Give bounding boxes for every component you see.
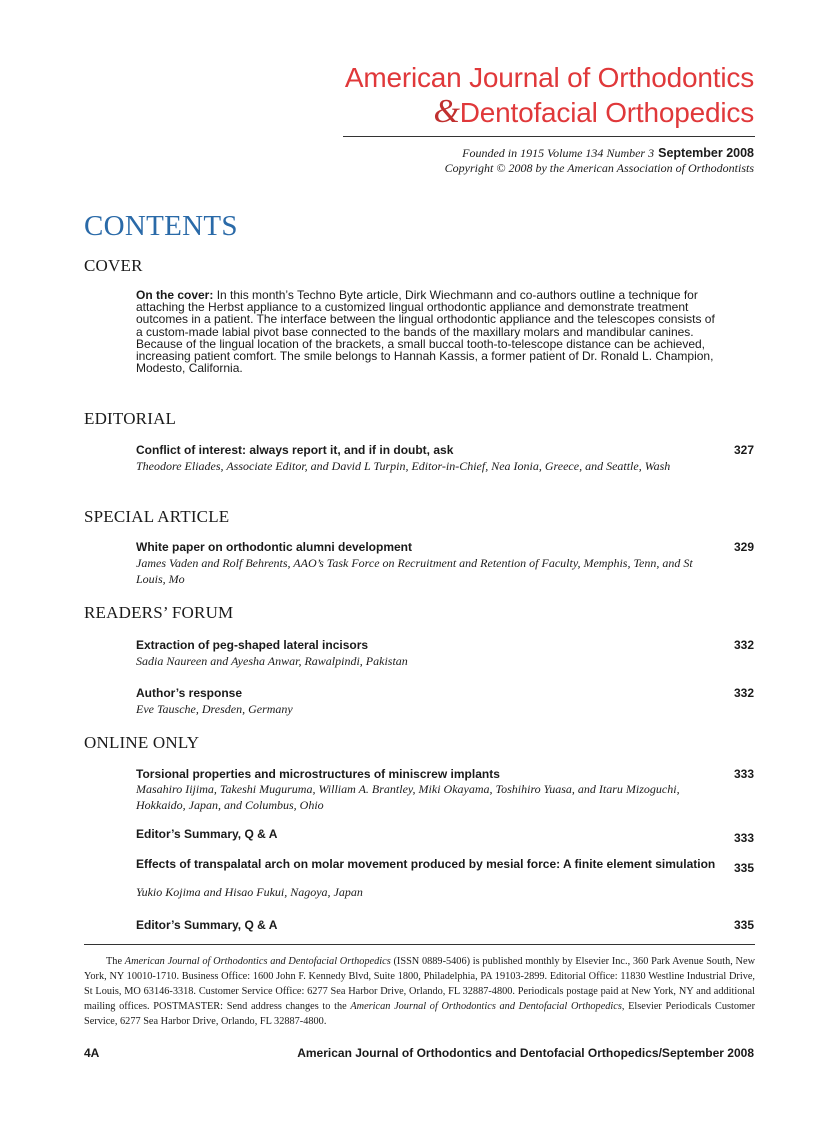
notice-journal-name: American Journal of Orthodontics and Dentofacial Orthopedics — [124, 956, 391, 967]
section-heading-editorial: EDITORIAL — [84, 409, 177, 428]
section-heading-online-only: ONLINE ONLY — [84, 733, 200, 752]
entry-authors: James Vaden and Rolf Behrents, AAO’s Task Force on Recruitment and Retention of Faculty, Memphis, Tenn, and St Louis, Mo — [136, 556, 693, 586]
entry-title[interactable]: Editor’s Summary, Q & A — [136, 918, 278, 932]
cover-lead: On the cover: — [136, 288, 214, 302]
entry-title[interactable]: Effects of transpalatal arch on molar movement produced by mesial force: A finite element simulation — [136, 857, 716, 871]
notice-lead: The — [106, 956, 123, 967]
volume-text: Volume 134 — [547, 146, 604, 160]
entry-title[interactable]: Extraction of peg-shaped lateral incisors — [136, 638, 369, 652]
entry-authors: Theodore Eliades, Associate Editor, and David L Turpin, Editor-in-Chief, Nea Ionia, Greece, and Seattle, Wash — [136, 459, 671, 473]
journal-title-line-1: American Journal of Orthodontics — [344, 62, 754, 93]
notice-body: (ISSN 0889-5406) is published monthly by Elsevier Inc., 360 Park Avenue South, New York, NY 10010-1710. Business Office: 1600 John F. Kennedy Blvd, Suite 1800, Philadelphia, PA 19103-2899. Editorial Office: 11830 Westline Industrial Drive, St Louis, MO 63146-3318. Customer Service Office: 6277 Sea Harbor Drive, Orlando, FL 32887-4800. Periodicals postage paid at New York, NY and additional mailing offices. POSTMASTER: Send address changes to the — [84, 956, 756, 1012]
page-folio: 4A — [84, 1046, 100, 1060]
contents-title: CONTENTS — [84, 210, 238, 242]
entry-page-number: 329 — [733, 540, 754, 554]
footer-rule — [84, 944, 755, 945]
notice-tail: , Elsevier Periodicals Customer Service, 6277 Sea Harbor Drive, Orlando, FL 32887-4800. — [84, 1001, 756, 1027]
journal-title-line-2 — [433, 93, 754, 130]
entry-title[interactable]: Torsional properties and microstructures of miniscrew implants — [136, 767, 500, 781]
entry-page-number: 332 — [733, 638, 754, 652]
journal-title-line-2-text: Dentofacial Orthopedics — [459, 97, 754, 128]
founded-text: Founded in 1915 — [462, 146, 545, 160]
copyright-line: Copyright © 2008 by the American Association of Orthodontists — [444, 161, 754, 175]
header-rule — [343, 136, 755, 137]
section-heading-readers-forum: READERS’ FORUM — [84, 603, 234, 622]
publication-notice — [84, 954, 755, 1029]
entry-title[interactable]: Conflict of interest: always report it, and if in doubt, ask — [136, 443, 454, 457]
entry-page-number: 327 — [733, 443, 754, 457]
entry-page-number: 335 — [733, 861, 754, 875]
entry-title[interactable]: Editor’s Summary, Q & A — [136, 827, 278, 841]
entry-page-number: 333 — [733, 831, 754, 845]
cover-description — [136, 289, 716, 374]
number-text: Number 3 — [606, 146, 655, 160]
publication-info — [462, 146, 754, 161]
entry-authors: Eve Tausche, Dresden, Germany — [136, 702, 293, 716]
entry-authors: Sadia Naureen and Ayesha Anwar, Rawalpindi, Pakistan — [136, 654, 408, 668]
notice-journal-name-2: American Journal of Orthodontics and Dentofacial Orthopedics — [350, 1001, 622, 1012]
cover-text: In this month’s Techno Byte article, Dirk Wiechmann and co-authors outline a technique for attaching the Herbst appliance to a customized lingual orthodontic appliance and demonstrate treatment outcomes in a patient. The interface between the lingual orthodontic appliance and the telescopes consists of a custom-made labial pivot base connected to the bands of the maxillary molars and mandibular canines. Because of the lingual location of the brackets, a small buccal tooth-to-telescope distance can be achieved, increasing patient comfort. The smile belongs to Hannah Kassis, a former patient of Dr. Ronald L. Champion, Modesto, California. — [136, 288, 715, 376]
section-heading-cover: COVER — [84, 256, 143, 275]
entry-title[interactable]: White paper on orthodontic alumni development — [136, 540, 413, 554]
entry-page-number: 333 — [733, 767, 754, 781]
journal-ampersand: & — [433, 93, 460, 130]
entry-page-number: 332 — [733, 686, 754, 700]
entry-page-number: 335 — [733, 918, 754, 932]
entry-title[interactable]: Author’s response — [136, 686, 243, 700]
entry-authors: Yukio Kojima and Hisao Fukui, Nagoya, Japan — [136, 885, 363, 899]
issue-date: September 2008 — [658, 146, 754, 160]
running-footer: American Journal of Orthodontics and Dentofacial Orthopedics/September 2008 — [297, 1046, 754, 1060]
entry-authors: Masahiro Iijima, Takeshi Muguruma, William A. Brantley, Miki Okayama, Toshihiro Yuasa, and Itaru Mizoguchi, Hokkaido, Japan, and Columbus, Ohio — [136, 782, 680, 812]
section-heading-special-article: SPECIAL ARTICLE — [84, 507, 230, 526]
